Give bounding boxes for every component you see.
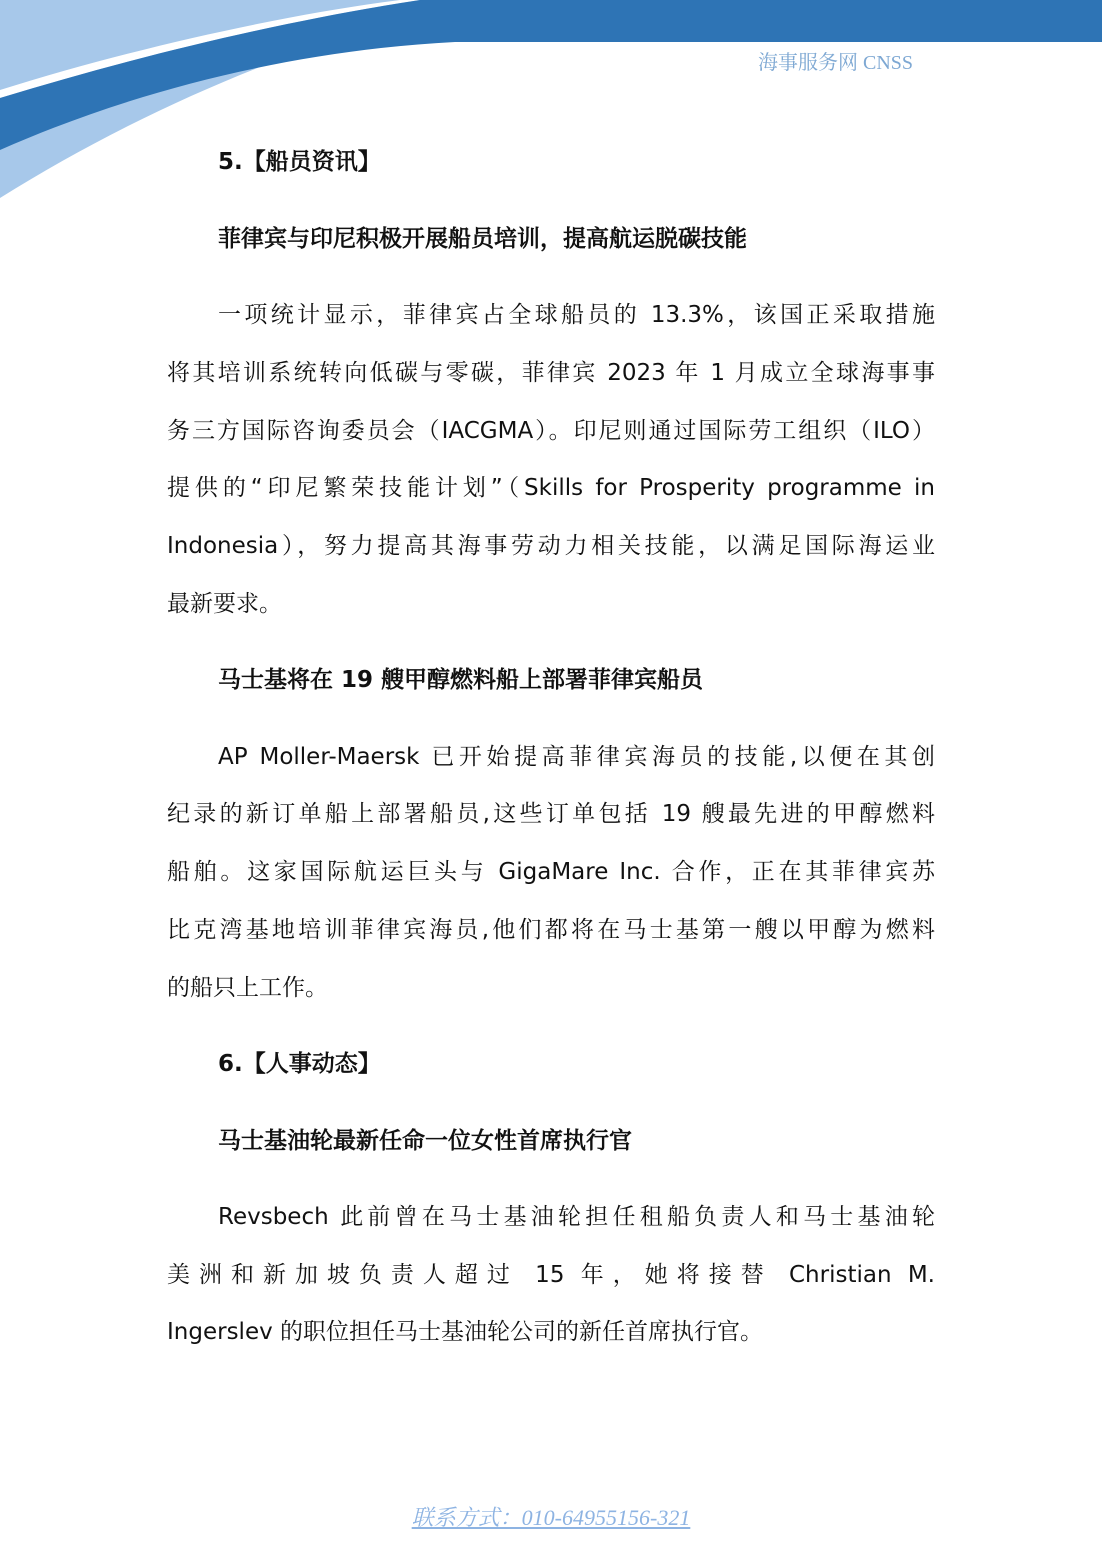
paragraph-line: 美洲和新加坡负责人超过 15 年，她将接替 Christian M. [167,1262,935,1288]
paragraph-line: 比克湾基地培训菲律宾海员,他们都将在马士基第一艘以甲醇为燃料 [167,917,935,943]
paragraph-line: AP Moller-Maersk 已开始提高菲律宾海员的技能,以便在其创 [218,744,935,770]
section-title: 6.【人事动态】 [218,1051,381,1077]
article-headline: 马士基将在 19 艘甲醇燃料船上部署菲律宾船员 [218,667,704,693]
section-title: 5.【船员资讯】 [218,149,381,175]
header-banner-graphic [0,0,1102,210]
article-headline: 菲律宾与印尼积极开展船员培训，提高航运脱碳技能 [218,226,747,252]
paragraph-line: 纪录的新订单船上部署船员,这些订单包括 19 艘最先进的甲醇燃料 [167,801,935,827]
paragraph-line: Indonesia），努力提高其海事劳动力相关技能，以满足国际海运业 [167,533,935,559]
article-headline: 马士基油轮最新任命一位女性首席执行官 [218,1128,632,1154]
paragraph-line: 提供的“印尼繁荣技能计划”（Skills for Prosperity programme in [167,475,935,501]
paragraph-line: 将其培训系统转向低碳与零碳，菲律宾 2023 年 1 月成立全球海事事 [167,360,935,386]
paragraph-line: 务三方国际咨询委员会（IACGMA）。印尼则通过国际劳工组织（ILO） [167,418,935,444]
footer-contact-link[interactable]: 联系方式：010-64955156-321 [411,1505,691,1530]
paragraph-line: Revsbech 此前曾在马士基油轮担任租船负责人和马士基油轮 [218,1204,935,1230]
paragraph-line: 一项统计显示，菲律宾占全球船员的 13.3%，该国正采取措施 [218,302,935,328]
site-name: 海事服务网 CNSS [758,52,914,74]
paragraph-line: Ingerslev 的职位担任马士基油轮公司的新任首席执行官。 [167,1319,764,1345]
paragraph-line: 船舶。这家国际航运巨头与 GigaMare Inc. 合作，正在其菲律宾苏 [167,859,935,885]
paragraph-line: 最新要求。 [167,591,282,617]
paragraph-line: 的船只上工作。 [167,975,328,1001]
